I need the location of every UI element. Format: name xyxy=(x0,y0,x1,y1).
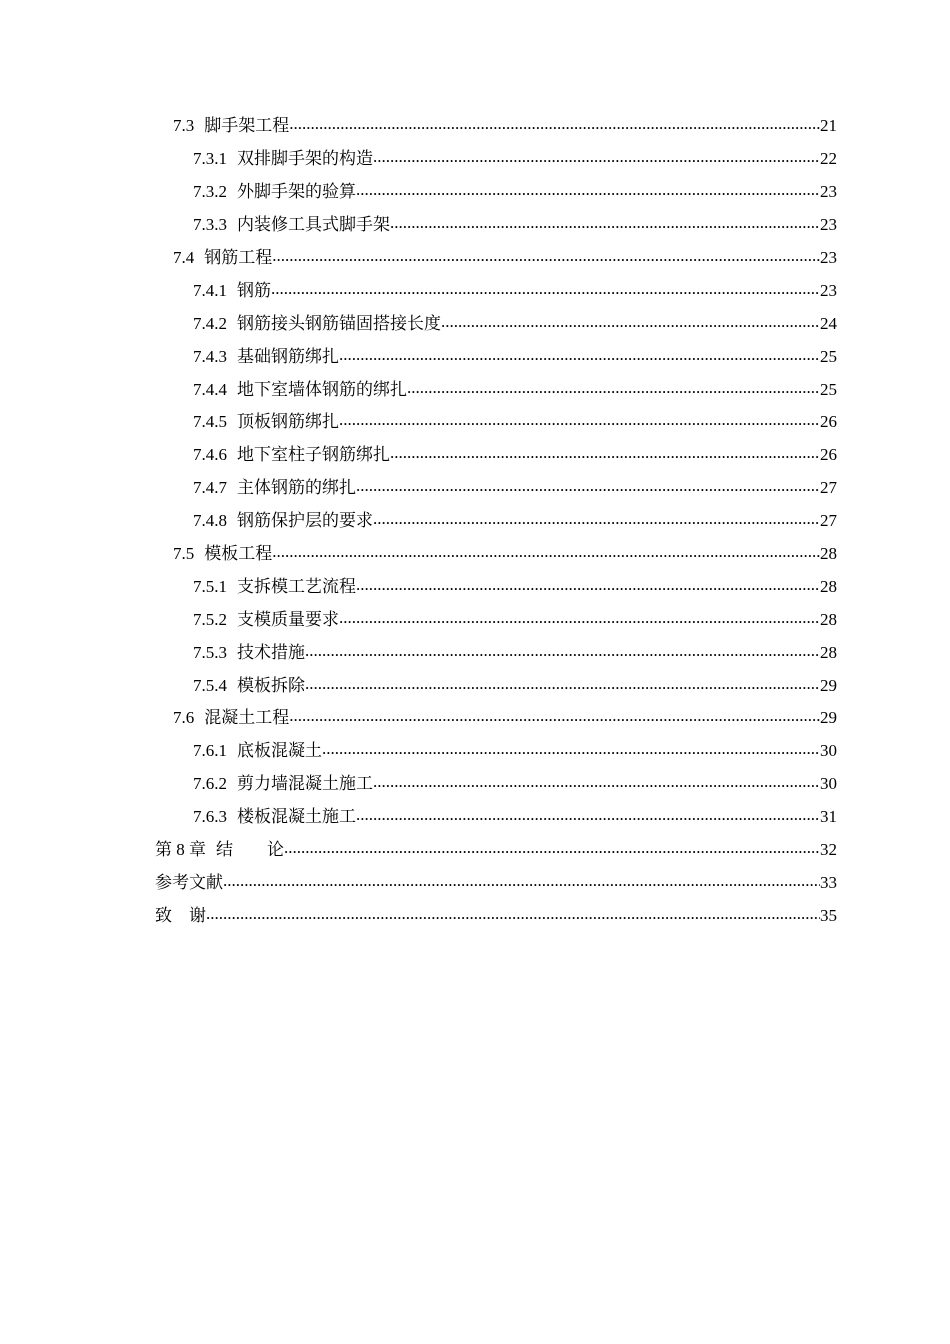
toc-entry-page: 30 xyxy=(820,741,837,761)
toc-entry-number: 7.5.4 xyxy=(193,675,227,695)
toc-entry-label: 地下室柱子钢筋绑扎 xyxy=(237,445,390,465)
toc-entry-7-6-2[interactable] xyxy=(0,768,950,801)
toc-entry-label: 外脚手架的验算 xyxy=(237,182,356,202)
toc-entry-title xyxy=(173,544,272,564)
dot-leader xyxy=(356,478,820,498)
toc-entry-label: 钢筋接头钢筋锚固搭接长度 xyxy=(237,313,441,333)
toc-entry-label: 双排脚手架的构造 xyxy=(237,149,373,169)
toc-entry-label: 支拆模工艺流程 xyxy=(237,576,356,596)
toc-entry-title xyxy=(193,741,322,761)
toc-entry-page: 28 xyxy=(820,642,837,662)
toc-entry-page: 22 xyxy=(820,149,837,169)
toc-entry-references[interactable] xyxy=(0,866,950,899)
toc-entry-label: 内装修工具式脚手架 xyxy=(237,215,390,235)
toc-entry-number: 7.5.3 xyxy=(193,642,227,662)
toc-entry-number: 7.6.1 xyxy=(193,741,227,761)
toc-entry-label: 模板工程 xyxy=(204,544,273,564)
toc-entry-number: 7.4.2 xyxy=(193,313,227,333)
dot-leader xyxy=(390,445,820,465)
dot-leader xyxy=(339,347,820,367)
toc-entry-7-5-2[interactable] xyxy=(0,603,950,636)
toc-entry-page: 23 xyxy=(820,248,837,267)
toc-entry-number: 7.4.7 xyxy=(193,478,227,498)
toc-entry-label: 参考文献 xyxy=(155,872,223,892)
toc-entry-page: 25 xyxy=(820,379,837,399)
dot-leader xyxy=(289,116,820,136)
toc-entry-title xyxy=(193,774,373,794)
toc-entry-7-4-6[interactable] xyxy=(0,439,950,472)
toc-entry-label: 底板混凝土 xyxy=(237,741,322,761)
toc-entry-page: 23 xyxy=(820,280,837,300)
toc-entry-page: 29 xyxy=(820,708,837,728)
toc-entry-number: 7.4 xyxy=(173,248,195,267)
toc-entry-number: 7.4.5 xyxy=(193,412,227,432)
toc-entry-label: 顶板钢筋绑扎 xyxy=(237,412,339,432)
dot-leader xyxy=(322,741,820,761)
toc-entry-number: 7.4.4 xyxy=(193,379,227,399)
toc-entry-label: 楼板混凝土施工 xyxy=(237,807,356,827)
toc-entry-title xyxy=(193,215,390,235)
toc-entry-7-3-3[interactable] xyxy=(0,209,950,242)
toc-entry-page: 35 xyxy=(820,905,837,925)
dot-leader xyxy=(356,807,820,827)
dot-leader xyxy=(272,248,820,268)
toc-entry-label: 脚手架工程 xyxy=(204,116,290,136)
toc-entry-title xyxy=(193,478,356,498)
toc-entry-number: 7.5.1 xyxy=(193,576,227,596)
dot-leader xyxy=(356,577,820,597)
toc-entry-page: 25 xyxy=(820,346,837,366)
toc-entry-number: 7.4.1 xyxy=(193,280,227,300)
toc-entry-label: 剪力墙混凝土施工 xyxy=(237,774,373,794)
toc-entry-number: 7.3.3 xyxy=(193,215,227,235)
toc-entry-page: 30 xyxy=(820,774,837,794)
dot-leader xyxy=(339,610,820,630)
dot-leader xyxy=(271,281,820,301)
toc-entry-7-4[interactable] xyxy=(0,242,950,275)
toc-entry-7-5[interactable] xyxy=(0,538,950,571)
toc-entry-label: 致 谢 xyxy=(155,905,206,925)
toc-entry-title xyxy=(193,610,339,630)
toc-entry-title xyxy=(155,840,284,860)
toc-entry-number: 7.3.1 xyxy=(193,149,227,169)
toc-entry-label: 地下室墙体钢筋的绑扎 xyxy=(237,379,407,399)
dot-leader xyxy=(305,643,820,663)
toc-entry-chapter-8[interactable] xyxy=(0,834,950,867)
toc-entry-page: 27 xyxy=(820,478,837,498)
dot-leader xyxy=(390,215,820,235)
table-of-contents xyxy=(0,110,950,932)
dot-leader xyxy=(339,412,820,432)
toc-entry-title xyxy=(173,116,289,136)
toc-entry-label: 基础钢筋绑扎 xyxy=(237,346,339,366)
toc-entry-number: 7.6 xyxy=(173,708,195,728)
toc-entry-title xyxy=(155,873,223,893)
toc-entry-7-4-4[interactable] xyxy=(0,373,950,406)
toc-entry-acknowledgements[interactable] xyxy=(0,899,950,932)
toc-entry-label: 钢筋工程 xyxy=(204,248,273,267)
toc-entry-title xyxy=(193,445,390,465)
toc-entry-7-6-1[interactable] xyxy=(0,735,950,768)
toc-entry-7-4-1[interactable] xyxy=(0,274,950,307)
toc-entry-title xyxy=(193,511,373,531)
toc-entry-title xyxy=(193,314,441,334)
toc-entry-7-4-7[interactable] xyxy=(0,472,950,505)
toc-entry-title xyxy=(173,248,272,268)
toc-entry-title xyxy=(193,643,305,663)
toc-entry-7-5-3[interactable] xyxy=(0,636,950,669)
toc-entry-page: 24 xyxy=(820,313,837,333)
toc-entry-label: 钢筋 xyxy=(237,280,271,300)
toc-entry-number: 第 8 章 xyxy=(155,840,206,860)
toc-entry-title xyxy=(193,577,356,597)
toc-entry-title xyxy=(193,807,356,827)
toc-entry-7-6[interactable] xyxy=(0,702,950,735)
toc-entry-label: 模板拆除 xyxy=(237,675,305,695)
toc-entry-7-3-2[interactable] xyxy=(0,176,950,209)
toc-entry-page: 28 xyxy=(820,609,837,629)
toc-entry-label: 支模质量要求 xyxy=(237,609,339,629)
toc-entry-label: 技术措施 xyxy=(237,642,305,662)
toc-entry-title xyxy=(193,380,407,400)
dot-leader xyxy=(373,149,820,169)
toc-entry-label: 主体钢筋的绑扎 xyxy=(237,478,356,498)
toc-entry-title xyxy=(193,676,305,696)
toc-entry-7-5-4[interactable] xyxy=(0,669,950,702)
toc-entry-title xyxy=(193,149,373,169)
toc-entry-7-3-1[interactable] xyxy=(0,143,950,176)
toc-entry-number: 7.3.2 xyxy=(193,182,227,202)
toc-entry-7-3[interactable] xyxy=(0,110,950,143)
toc-entry-7-4-3[interactable] xyxy=(0,340,950,373)
dot-leader xyxy=(223,873,820,893)
dot-leader xyxy=(407,380,820,400)
toc-entry-7-4-2[interactable] xyxy=(0,307,950,340)
toc-entry-title xyxy=(155,906,206,926)
toc-entry-label: 混凝土工程 xyxy=(204,708,290,728)
dot-leader xyxy=(289,708,820,728)
dot-leader xyxy=(373,511,820,531)
toc-entry-page: 29 xyxy=(820,675,837,695)
dot-leader xyxy=(356,182,820,202)
toc-entry-label: 钢筋保护层的要求 xyxy=(237,511,373,531)
toc-entry-number: 7.5 xyxy=(173,544,195,564)
toc-entry-label: 结 论 xyxy=(216,840,284,860)
toc-entry-number: 7.3 xyxy=(173,116,195,136)
toc-entry-page: 23 xyxy=(820,182,837,202)
toc-entry-number: 7.4.3 xyxy=(193,346,227,366)
toc-entry-7-4-5[interactable] xyxy=(0,406,950,439)
toc-entry-title xyxy=(193,412,339,432)
toc-entry-number: 7.6.3 xyxy=(193,807,227,827)
toc-entry-7-6-3[interactable] xyxy=(0,801,950,834)
toc-entry-title xyxy=(193,182,356,202)
toc-entry-number: 7.6.2 xyxy=(193,774,227,794)
toc-entry-page: 31 xyxy=(820,807,837,827)
toc-entry-page: 32 xyxy=(820,840,837,860)
toc-entry-7-5-1[interactable] xyxy=(0,570,950,603)
toc-entry-number: 7.4.6 xyxy=(193,445,227,465)
toc-entry-number: 7.5.2 xyxy=(193,609,227,629)
toc-entry-title xyxy=(173,708,289,728)
dot-leader xyxy=(441,314,820,334)
toc-entry-number: 7.4.8 xyxy=(193,511,227,531)
toc-entry-title xyxy=(193,347,339,367)
toc-entry-title xyxy=(193,281,271,301)
toc-entry-page: 28 xyxy=(820,576,837,596)
toc-entry-page: 26 xyxy=(820,412,837,432)
toc-entry-page: 27 xyxy=(820,511,837,531)
dot-leader xyxy=(206,906,820,926)
toc-entry-page: 21 xyxy=(820,116,837,136)
dot-leader xyxy=(272,544,820,564)
dot-leader xyxy=(373,774,820,794)
toc-entry-7-4-8[interactable] xyxy=(0,505,950,538)
toc-entry-page: 26 xyxy=(820,445,837,465)
toc-entry-page: 33 xyxy=(820,872,837,892)
toc-entry-page: 23 xyxy=(820,215,837,235)
dot-leader xyxy=(284,840,820,860)
dot-leader xyxy=(305,676,820,696)
toc-entry-page: 28 xyxy=(820,544,837,564)
